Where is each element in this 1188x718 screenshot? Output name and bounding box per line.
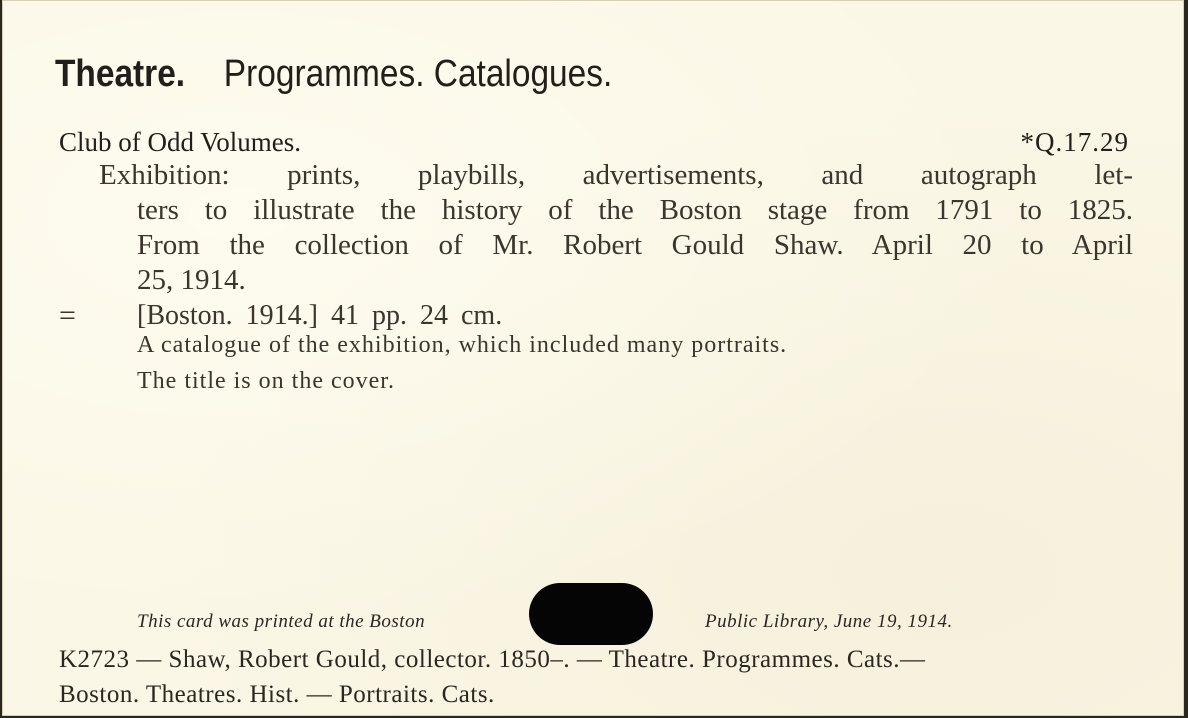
catalog-card <box>2 0 1184 716</box>
tracing-line: Boston. Theatres. Hist. — Portraits. Cats. <box>59 681 495 708</box>
main-entry: Club of Odd Volumes. <box>59 127 302 157</box>
printed-note-left: This card was printed at the Boston <box>137 611 426 632</box>
printed-note-right: Public Library, June 19, 1914. <box>705 611 953 632</box>
title-line: From the collection of Mr. Robert Gould Shaw. April 20 to April <box>137 229 1133 261</box>
title-line: ters to illustrate the history of the Boston stage from 1791 to 1825. <box>137 194 1133 226</box>
tracing-line: K2723 — Shaw, Robert Gould, collector. 1850–. — Theatre. Programmes. Cats.— <box>59 646 926 673</box>
call-number: *Q.17.29 <box>1020 127 1129 157</box>
subject-heading-sub: Programmes. Catalogues. <box>223 53 613 95</box>
equals-sign: = <box>59 299 76 332</box>
title-block <box>99 158 1133 298</box>
note-line: A catalogue of the exhibition, which included many portraits. <box>137 332 788 358</box>
title-line: 25, 1914. <box>137 264 246 296</box>
imprint: [Boston. 1914.] 41 pp. 24 cm. <box>137 300 503 331</box>
redaction-mark <box>529 583 653 645</box>
subject-heading-main: Theatre. <box>55 53 186 95</box>
note-line: The title is on the cover. <box>137 368 395 394</box>
title-line: Exhibition: prints, playbills, advertisements, and autograph let- <box>99 159 1133 191</box>
subject-heading <box>55 51 612 97</box>
